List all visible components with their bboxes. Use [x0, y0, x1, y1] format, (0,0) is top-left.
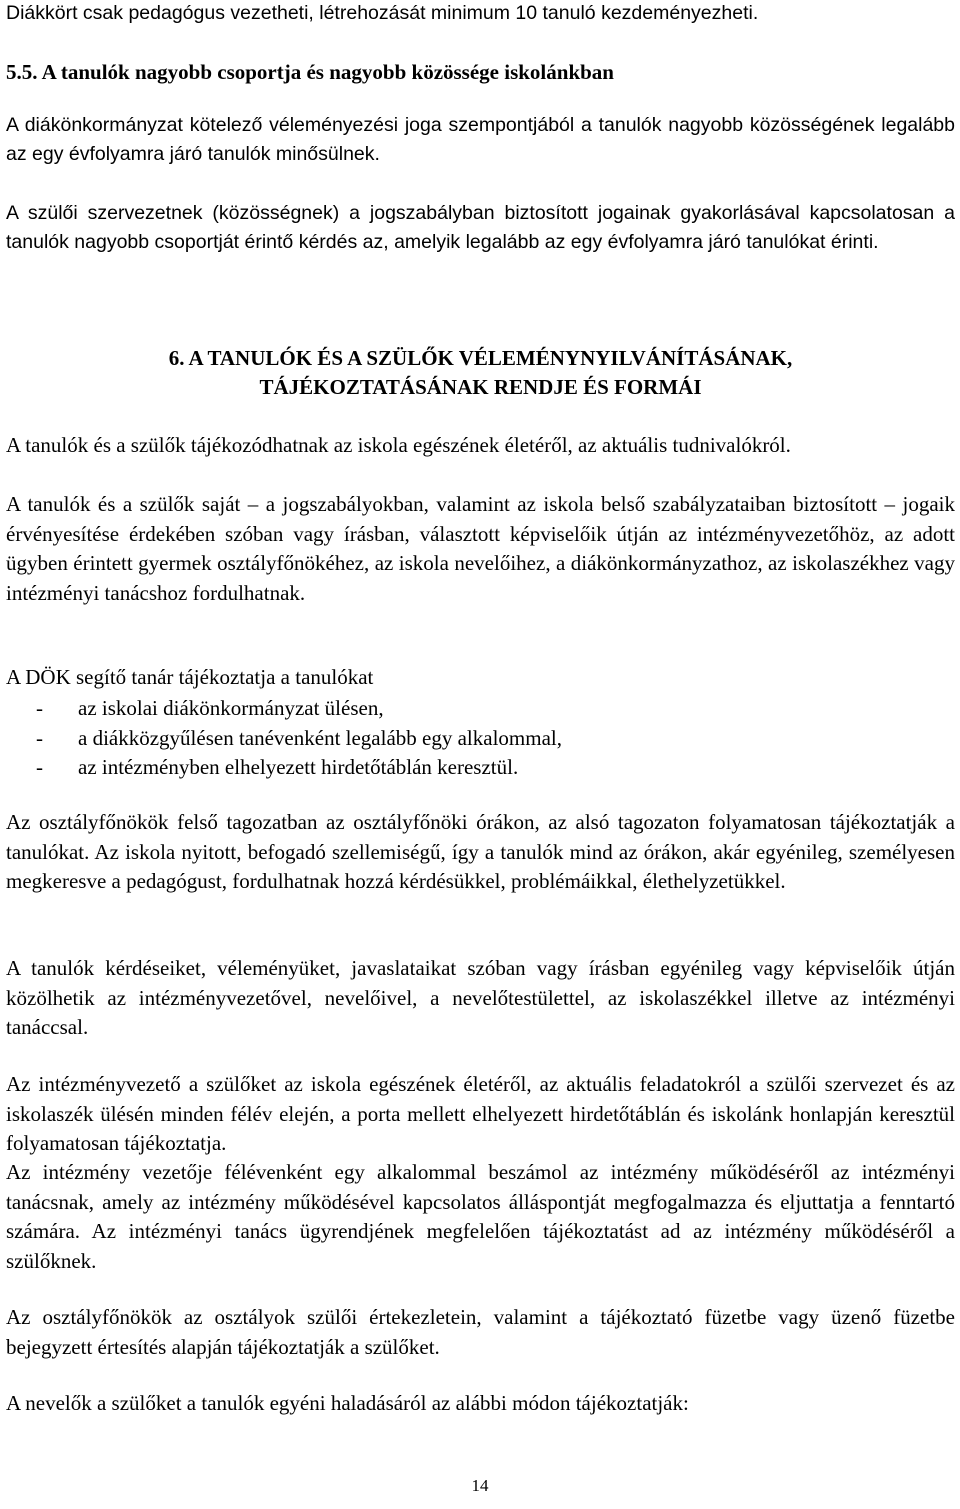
- section-6-paragraph-3: Az osztályfőnökök felső tagozatban az osztályfőnöki órákon, az alsó tagozaton folyamatosan tájékoztatják a tanulókat. Az iskola nyitott, befogadó szellemiségű, így a tanulók mind az órákon, akár egyénileg, személyesen megkeresve a pedagógust, fordulhatnak hozzá kérdésükkel, problémáikkal, élethelyzetükkel.: [6, 810, 955, 893]
- section-5-5-paragraph-1: A diákönkormányzat kötelező véleményezési joga szempontjából a tanulók nagyobb közösségének legalább az egy évfolyamra járó tanulók minősülnek.: [6, 114, 955, 165]
- section-6-paragraph-8: A nevelők a szülőket a tanulók egyéni haladásáról az alábbi módon tájékoztatják:: [6, 1391, 689, 1415]
- section-6-paragraph-4: A tanulók kérdéseiket, véleményüket, javaslataikat szóban vagy írásban egyénileg vagy képviselőik útján közölhetik az intézményvezetővel, nevelőivel, a nevelőtestülettel, az iskolaszékkel illetve az intézményi tanáccsal.: [6, 956, 955, 1039]
- section-5-5-paragraph-2: A szülői szervezetnek (közösségnek) a jogszabályban biztosított jogainak gyakorlásával kapcsolatosan a tanulók nagyobb csoportját érintő kérdés az, amelyik legalább az egy évfolyamra járó tanulókat érinti.: [6, 202, 955, 253]
- dok-intro: A DÖK segítő tanár tájékoztatja a tanulókat: [6, 665, 374, 689]
- intro-line: Diákkört csak pedagógus vezetheti, létrehozását minimum 10 tanuló kezdeményezheti.: [6, 2, 759, 24]
- list-item-text: a diákközgyűlésen tanévenként legalább egy alkalommal,: [78, 725, 562, 750]
- section-6-paragraph-5: Az intézményvezető a szülőket az iskola egészének életéről, az aktuális feladatokról a szülői szervezet és az iskolaszék ülésén minden félév elején, a porta mellett elhelyezett hirdetőtáblán és iskolánk honlapján keresztül folyamatosan tájékoztatja.: [6, 1072, 955, 1155]
- section-6-title-line-1: 6. A TANULÓK ÉS A SZÜLŐK VÉLEMÉNYNYILVÁNÍTÁSÁNAK,: [168, 346, 793, 370]
- list-item: [6, 724, 955, 754]
- list-item: [6, 753, 955, 783]
- list-item-text: az iskolai diákönkormányzat ülésen,: [78, 696, 384, 720]
- section-6-paragraph-7: Az osztályfőnökök az osztályok szülői értekezletein, valamint a tájékoztató füzetbe vagy üzenő füzetbe bejegyzett értesítés alapján tájékoztatják a szülőket.: [6, 1305, 955, 1359]
- dash-bullet: -: [36, 696, 43, 720]
- page-number: 14: [471, 1476, 489, 1495]
- dash-bullet: -: [36, 755, 43, 779]
- section-6-paragraph-6: Az intézmény vezetője félévenként egy alkalommal beszámol az intézmény működéséről az intézményi tanácsnak, amely az intézmény működésével kapcsolatos álláspontját megfogalmazza és eljuttatja a fenntartó számára. Az intézményi tanács ügyrendjének megfelelően tájékoztatást ad az intézmény működéséről a szülőknek.: [6, 1160, 955, 1273]
- section-5-5-heading: 5.5. A tanulók nagyobb csoportja és nagyobb közössége iskolánkban: [6, 60, 614, 84]
- list-item: [6, 694, 955, 724]
- dok-list: [6, 694, 955, 783]
- section-6-title: [6, 344, 955, 402]
- section-6-paragraph-1: A tanulók és a szülők tájékozódhatnak az iskola egészének életéről, az aktuális tudnivalókról.: [6, 433, 791, 457]
- dash-bullet: -: [36, 725, 43, 750]
- list-item-text: az intézményben elhelyezett hirdetőtáblán keresztül.: [78, 755, 519, 779]
- section-6-paragraph-2: A tanulók és a szülők saját – a jogszabályokban, valamint az iskola belső szabályzataiban biztosított – jogaik érvényesítése érdekében szóban vagy írásban, választott képviselőik útján az intézményvezetőhöz, az adott ügyben érintett gyermek osztályfőnökéhez, az iskola nevelőihez, a diákönkormányzathoz, az iskolaszékhez vagy intézményi tanácshoz fordulhatnak.: [6, 492, 955, 605]
- section-6-title-line-2: TÁJÉKOZTATÁSÁNAK RENDJE ÉS FORMÁI: [259, 375, 702, 399]
